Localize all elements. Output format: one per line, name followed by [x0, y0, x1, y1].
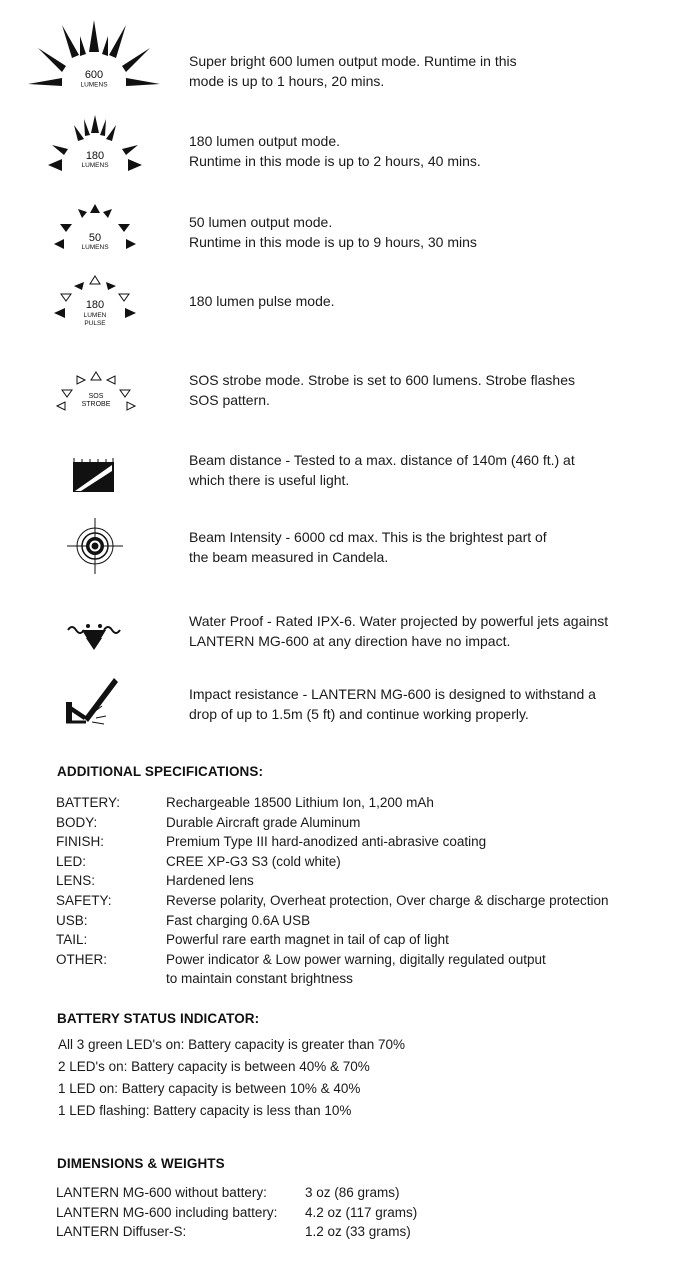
- 50-lumens-icon: [54, 204, 136, 254]
- feature-beam-intensity: [0, 516, 695, 576]
- battery-status-title: BATTERY STATUS INDICATOR:: [57, 1011, 260, 1026]
- feature-description: Water Proof - Rated IPX-6. Water projected by powerful jets against LANTERN MG-600 at any direction have no impact.: [189, 613, 609, 649]
- sos-strobe-icon: [55, 372, 137, 416]
- impact-resistance-icon: [64, 678, 118, 724]
- mode-description: 180 lumen pulse mode.: [189, 293, 335, 309]
- svg-text:180: 180: [85, 150, 105, 162]
- mode-180-lumen-pulse: [0, 274, 695, 334]
- specs-title: ADDITIONAL SPECIFICATIONS:: [57, 764, 264, 779]
- feature-description: Beam distance - Tested to a max. distance of 140m (460 ft.) at which there is useful light.: [189, 452, 575, 488]
- beam-intensity-icon: [67, 518, 123, 574]
- mode-description: 180 lumen output mode. Runtime in this mode is up to 2 hours, 40 mins.: [189, 133, 481, 169]
- svg-text:SOS: SOS: [88, 393, 104, 400]
- 180-lumens-icon: [48, 115, 142, 171]
- battery-status-line: 1 LED flashing: Battery capacity is less than 10%: [58, 1103, 352, 1118]
- dimensions-title: DIMENSIONS & WEIGHTS: [57, 1156, 225, 1171]
- svg-text:LUMENS: LUMENS: [81, 162, 109, 169]
- mode-600-lumens: [0, 20, 695, 100]
- feature-impact-resistance: [0, 675, 695, 735]
- svg-text:180: 180: [85, 299, 105, 311]
- water-proof-icon: [66, 622, 122, 650]
- svg-text:LUMEN: LUMEN: [83, 312, 107, 319]
- svg-text:50: 50: [88, 232, 102, 244]
- 180-lumen-pulse-icon: [54, 276, 136, 328]
- svg-text:600: 600: [84, 69, 104, 81]
- mode-description: SOS strobe mode. Strobe is set to 600 lumens. Strobe flashes SOS pattern.: [189, 372, 575, 408]
- battery-status-line: All 3 green LED's on: Battery capacity is greater than 70%: [58, 1037, 406, 1052]
- beam-distance-icon: [73, 458, 114, 492]
- 600-lumens-icon: [28, 20, 160, 90]
- mode-description: 50 lumen output mode. Runtime in this mode is up to 9 hours, 30 mins: [189, 214, 477, 250]
- battery-status-line: 1 LED on: Battery capacity is between 10% & 40%: [58, 1081, 361, 1096]
- battery-status-line: 2 LED's on: Battery capacity is between 40% & 70%: [58, 1059, 370, 1074]
- svg-text:PULSE: PULSE: [84, 320, 106, 327]
- feature-description: Impact resistance - LANTERN MG-600 is designed to withstand a drop of up to 1.5m (5 ft) and continue working properly.: [189, 686, 596, 722]
- svg-text:LUMENS: LUMENS: [81, 244, 109, 251]
- mode-description: Super bright 600 lumen output mode. Runtime in this mode is up to 1 hours, 20 mins.: [189, 53, 517, 89]
- feature-water-proof: [0, 600, 695, 660]
- mode-180-lumens: [0, 115, 695, 175]
- svg-text:STROBE: STROBE: [81, 401, 111, 408]
- feature-beam-distance: [0, 440, 695, 500]
- mode-50-lumens: [0, 202, 695, 262]
- mode-sos-strobe: [0, 360, 695, 420]
- feature-description: Beam Intensity - 6000 cd max. This is the brightest part of the beam measured in Candela.: [189, 529, 547, 565]
- svg-text:LUMENS: LUMENS: [80, 81, 108, 89]
